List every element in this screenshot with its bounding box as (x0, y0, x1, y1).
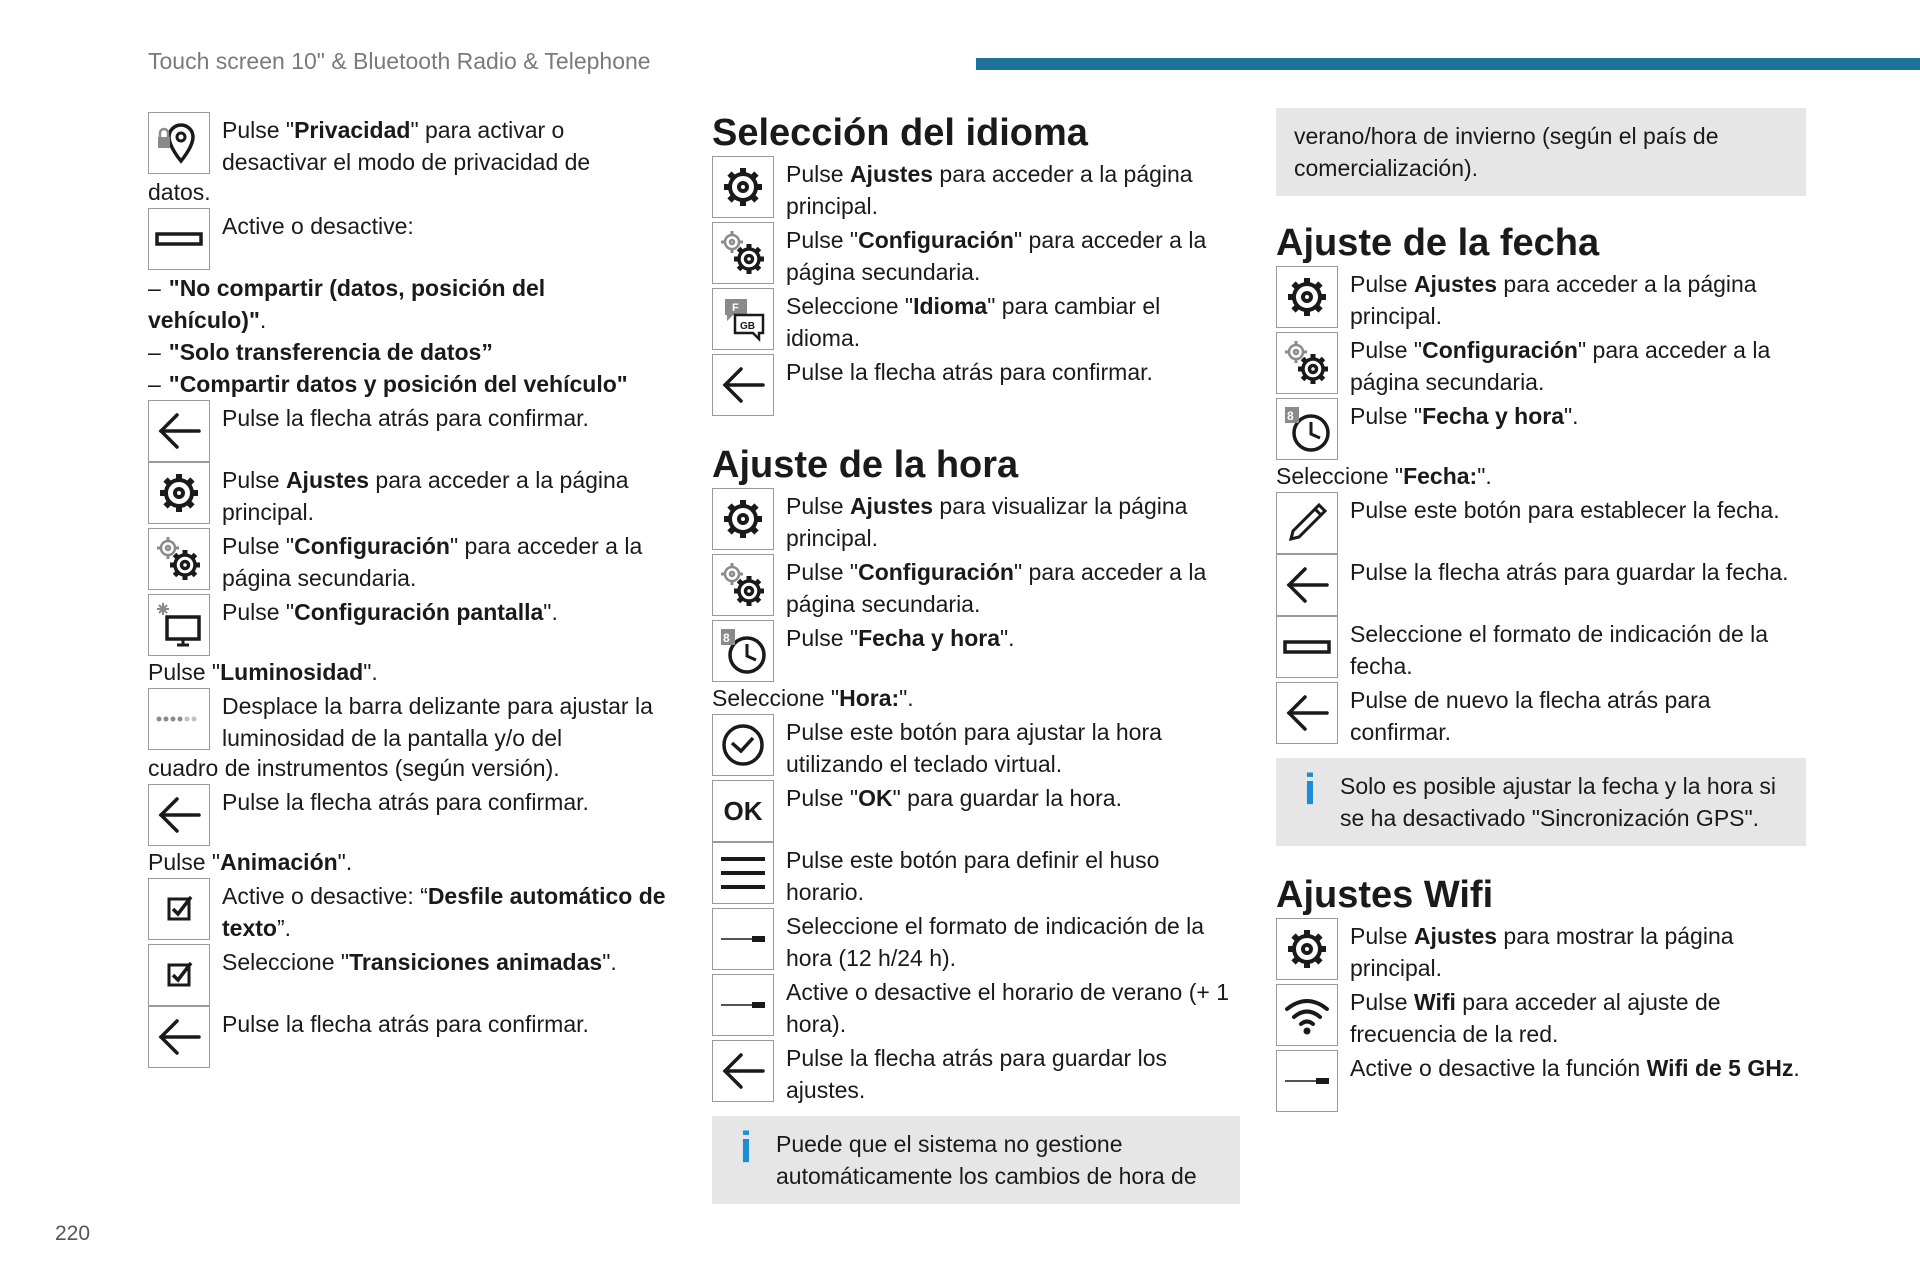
back-arrow-icon (712, 1040, 774, 1102)
language-bubble-icon (712, 288, 774, 350)
back-arrow-icon (148, 400, 210, 462)
time-step-dst-text: Active o desactive el horario de verano (+ 1 hora). (786, 979, 1229, 1037)
lang-step-select-text: Seleccione "Idioma" para cambiar el idioma. (786, 293, 1161, 351)
time-step-ok-text: Pulse "OK" para guardar la hora. (786, 785, 1122, 811)
time-title: Ajuste de la hora (712, 444, 1019, 486)
settings-gear-icon (712, 156, 774, 218)
step-transitions (148, 944, 668, 1006)
time-step-datetime-text: Pulse "Fecha y hora". (786, 625, 1015, 651)
step-slider (148, 688, 668, 754)
privacy-icon (148, 112, 210, 174)
lang-step-config (712, 222, 1240, 288)
wifi-icon (1276, 984, 1338, 1046)
lang-icon-gb: GB (740, 321, 755, 332)
step-screen (148, 594, 668, 656)
time-step-clock (712, 714, 1240, 780)
step-back-1-text: Pulse la flecha atrás para confirmar. (222, 405, 589, 431)
step-config-text: Pulse "Configuración" para acceder a la página secundaria. (222, 533, 643, 591)
step-back-2-text: Pulse la flecha atrás para confirmar. (222, 789, 589, 815)
menu-icon (712, 842, 774, 904)
column-3 (1276, 108, 1806, 1112)
step-settings-text: Pulse Ajustes para acceder a la página principal. (222, 467, 629, 525)
date-step-back-2 (1276, 682, 1806, 748)
configuration-gears-icon (1276, 332, 1338, 394)
wifi-step-wifi-text: Pulse Wifi para acceder al ajuste de frecuencia de la red. (1350, 989, 1721, 1047)
configuration-gears-icon (148, 528, 210, 590)
toggle-icon (1276, 616, 1338, 678)
step-config (148, 528, 668, 594)
lang-step-back-text: Pulse la flecha atrás para confirmar. (786, 359, 1153, 385)
step-privacy-text: Pulse "Privacidad" para activar o desactivar el modo de privacidad de (222, 117, 591, 175)
time-step-format (712, 908, 1240, 974)
back-arrow-icon (148, 1006, 210, 1068)
option-data-transfer: – "Solo transferencia de datos” (148, 339, 493, 365)
lang-step-back (712, 354, 1240, 416)
wifi-title: Ajustes Wifi (1276, 874, 1494, 916)
back-arrow-icon (1276, 554, 1338, 616)
step-toggle-text: Active o desactive: (222, 213, 414, 239)
step-scroll-text: Active o desactive: “Desfile automático de texto”. (222, 883, 666, 941)
time-step-back (712, 1040, 1240, 1106)
toggle-slider-icon (712, 974, 774, 1036)
wifi-step-settings (1276, 918, 1806, 984)
back-arrow-icon (148, 784, 210, 846)
time-step-config (712, 554, 1240, 620)
settings-gear-icon (1276, 918, 1338, 980)
back-arrow-icon (1276, 682, 1338, 744)
toggle-icon (148, 208, 210, 270)
date-step-datetime-text: Pulse "Fecha y hora". (1350, 403, 1579, 429)
date-step-config-text: Pulse "Configuración" para acceder a la página secundaria. (1350, 337, 1771, 395)
info-note-gps-text: Solo es posible ajustar la fecha y la hora si se ha desactivado "Sincronización GPS". (1340, 773, 1776, 831)
date-step-edit (1276, 492, 1806, 554)
step-privacy (148, 112, 668, 178)
screen-settings-icon (148, 594, 210, 656)
lang-step-settings-text: Pulse Ajustes para acceder a la página principal. (786, 161, 1193, 219)
date-time-icon (712, 620, 774, 682)
date-step-settings-text: Pulse Ajustes para acceder a la página principal. (1350, 271, 1757, 329)
date-step-edit-text: Pulse este botón para establecer la fecha. (1350, 497, 1780, 523)
step-slider-text: Desplace la barra delizante para ajustar la luminosidad de la pantalla y/o del (222, 693, 653, 751)
step-transitions-text: Seleccione "Transiciones animadas". (222, 949, 617, 975)
date-step-back (1276, 554, 1806, 616)
date-time-icon-number: 8 (1287, 409, 1294, 423)
step-back-1 (148, 400, 668, 462)
info-icon: i (739, 1123, 753, 1172)
column-2 (712, 110, 1240, 1204)
page-number: 220 (55, 1222, 91, 1245)
date-step-config (1276, 332, 1806, 398)
toggle-slider-icon (1276, 1050, 1338, 1112)
checkbox-icon (148, 878, 210, 940)
info-note-dst-text: Puede que el sistema no gestione automáticamente los cambios de hora de (776, 1131, 1197, 1189)
slider-wrap: cuadro de instrumentos (según versión). (148, 755, 560, 781)
wifi-step-5ghz-text: Active o desactive la función Wifi de 5 GHz. (1350, 1055, 1800, 1081)
time-step-dst (712, 974, 1240, 1040)
column-1 (148, 112, 668, 1068)
back-arrow-icon (712, 354, 774, 416)
animation-line: Pulse "Animación". (148, 849, 353, 875)
wifi-step-settings-text: Pulse Ajustes para mostrar la página principal. (1350, 923, 1734, 981)
configuration-gears-icon (712, 222, 774, 284)
checkbox-icon (148, 944, 210, 1006)
lang-icon-f: F (732, 302, 739, 314)
step-scroll (148, 878, 668, 944)
time-step-format-text: Seleccione el formato de indicación de la hora (12 h/24 h). (786, 913, 1205, 971)
date-title: Ajuste de la fecha (1276, 222, 1600, 264)
info-note-dst-continued (1276, 108, 1806, 196)
select-hour-line: Seleccione "Hora:". (712, 685, 914, 711)
info-note-dst (712, 1116, 1240, 1204)
date-time-icon-number: 8 (723, 631, 730, 645)
info-note-dst-continued-text: verano/hora de invierno (según el país de comercialización). (1294, 123, 1719, 181)
settings-gear-icon (712, 488, 774, 550)
brightness-slider-icon (148, 688, 210, 750)
toggle-slider-icon (712, 908, 774, 970)
running-header: Touch screen 10" & Bluetooth Radio & Telephone (148, 48, 651, 74)
time-step-back-text: Pulse la flecha atrás para guardar los ajustes. (786, 1045, 1167, 1103)
step-back-2 (148, 784, 668, 846)
date-time-icon (1276, 398, 1338, 460)
time-step-config-text: Pulse "Configuración" para acceder a la página secundaria. (786, 559, 1207, 617)
step-settings (148, 462, 668, 528)
time-step-clock-text: Pulse este botón para ajustar la hora utilizando el teclado virtual. (786, 719, 1162, 777)
wifi-step-wifi (1276, 984, 1806, 1050)
date-step-format (1276, 616, 1806, 682)
language-title: Selección del idioma (712, 112, 1088, 154)
info-note-gps (1276, 758, 1806, 846)
configuration-gears-icon (712, 554, 774, 616)
step-back-3 (148, 1006, 668, 1068)
lang-step-settings (712, 156, 1240, 222)
clock-check-icon (712, 714, 774, 776)
step-back-3-text: Pulse la flecha atrás para confirmar. (222, 1011, 589, 1037)
brightness-line: Pulse "Luminosidad". (148, 659, 378, 685)
time-step-datetime (712, 620, 1240, 682)
option-share-position: – "Compartir datos y posición del vehículo" (148, 371, 628, 397)
date-step-datetime (1276, 398, 1806, 460)
info-icon: i (1303, 765, 1317, 814)
date-step-settings (1276, 266, 1806, 332)
lang-step-select (712, 288, 1240, 354)
pencil-icon (1276, 492, 1338, 554)
lang-step-config-text: Pulse "Configuración" para acceder a la página secundaria. (786, 227, 1207, 285)
date-step-back-text: Pulse la flecha atrás para guardar la fecha. (1350, 559, 1789, 585)
date-step-format-text: Seleccione el formato de indicación de la fecha. (1350, 621, 1769, 679)
time-step-timezone (712, 842, 1240, 908)
header-accent-bar (976, 58, 1920, 70)
wifi-step-5ghz (1276, 1050, 1806, 1112)
date-step-back-2-text: Pulse de nuevo la flecha atrás para confirmar. (1350, 687, 1711, 745)
settings-gear-icon (1276, 266, 1338, 328)
select-date-line: Seleccione "Fecha:". (1276, 463, 1492, 489)
ok-button-icon: OK (712, 780, 774, 842)
step-screen-text: Pulse "Configuración pantalla". (222, 599, 558, 625)
time-step-ok (712, 780, 1240, 842)
time-step-settings (712, 488, 1240, 554)
privacy-wrap: datos. (148, 179, 211, 205)
option-no-share: – "No compartir (datos, posición del vehículo)". (148, 275, 546, 333)
time-step-settings-text: Pulse Ajustes para visualizar la página principal. (786, 493, 1188, 551)
step-toggle (148, 208, 668, 270)
time-step-timezone-text: Pulse este botón para definir el huso horario. (786, 847, 1160, 905)
settings-gear-icon (148, 462, 210, 524)
